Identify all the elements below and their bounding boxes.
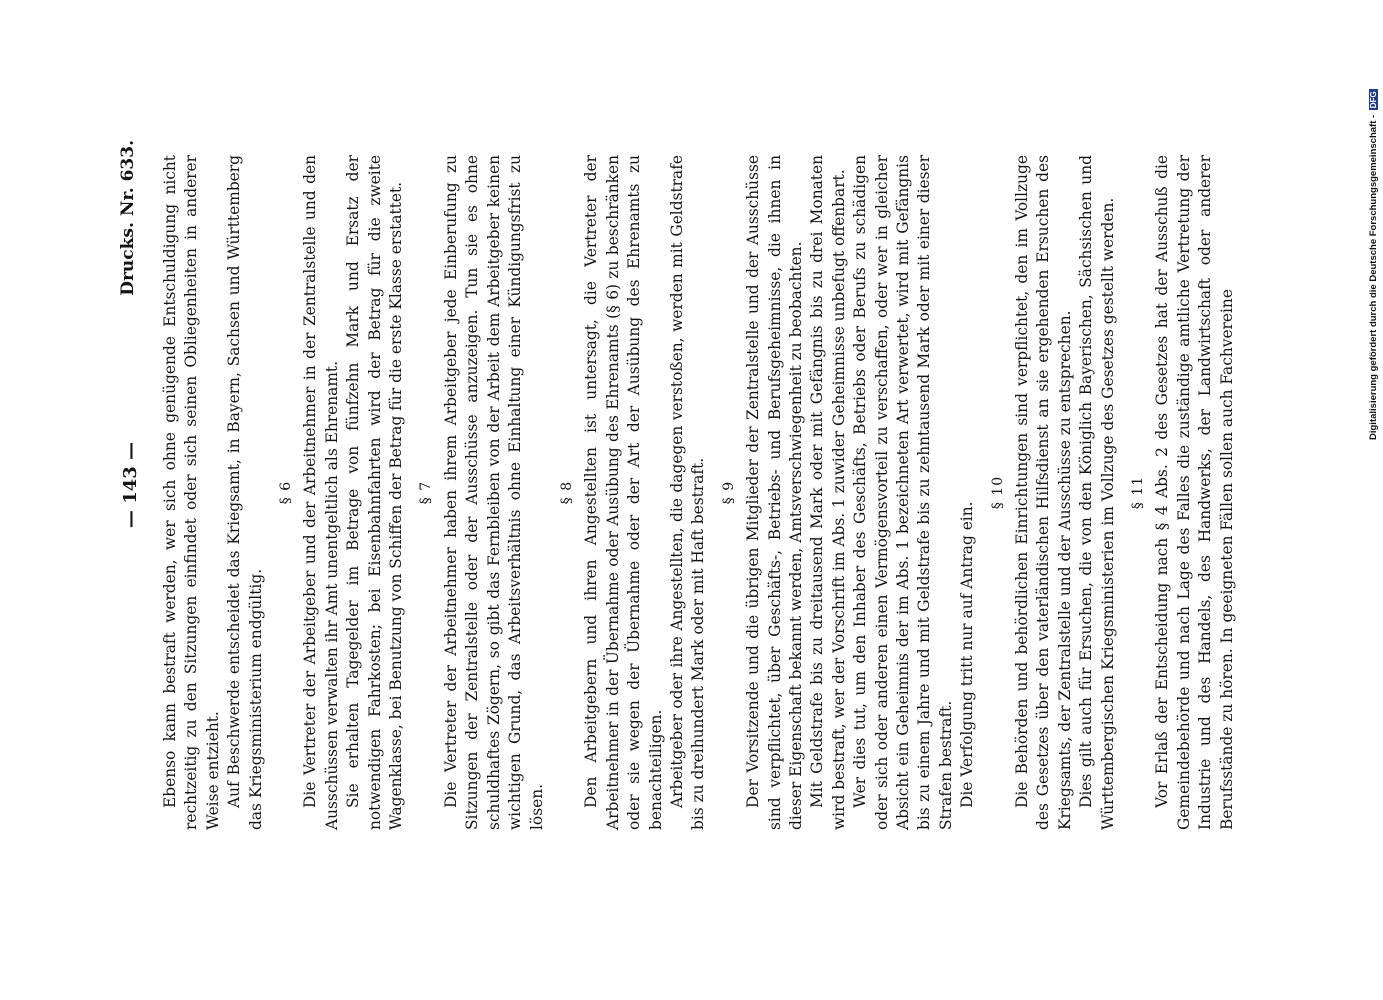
body-paragraph: Die Vertreter der Arbeitgeber und der Arbeitnehmer in der Zentralstelle und den Ausschüssen verwalten ihr Amt unentgeltlich als Ehrenamt. xyxy=(301,155,341,830)
body-paragraph: Auf Beschwerde entscheidet das Kriegsamt, in Bayern, Sachsen und Württemberg das Kriegsministerium endgültig. xyxy=(225,155,265,830)
body-paragraph: Den Arbeitgebern und ihren Angestellten ist untersagt, die Vertreter der Arbeitnehmer in der Übernahme oder Ausübung des Ehrenamts (§ 6) zu beschränken oder sie wegen der Übernahme oder der Art der Ausübung des Ehrenamts zu benachteiligen. xyxy=(582,155,665,830)
body-paragraph: Ebenso kann bestraft werden, wer sich ohne genügende Entschuldigung nicht rechtzeitig zu den Sitzungen einfindet oder sich seinen Obliegenheiten in anderer Weise entzieht. xyxy=(161,155,222,830)
body-paragraph: Wer dies tut, um den Inhaber des Geschäfts, Betriebs oder Berufs zu schädigen oder sich oder anderen einen Vermögensvorteil zu verschaffen, oder wer in gleicher Absicht ein Geheimnis der im Abs. 1 bezeichneten Art verwertet, wird mit Gefängnis bis zu einem Jahre und mit Geldstrafe bis zu zehntausend Mark oder mit einer dieser Strafen bestraft. xyxy=(851,155,955,830)
body-paragraph: Vor Erlaß der Entscheidung nach § 4 Abs. 2 des Gesetzes hat der Ausschuß die Gemeindebehörde und nach Lage des Falles die zuständige amtliche Vertretung der Industrie und des Handels, des Handwerks, der Landwirtschaft oder anderer Berufsstände zu hören. In geeigneten Fällen sollen auch Fachvereine xyxy=(1153,155,1236,830)
body-paragraph: Dies gilt auch für Ersuchen, die von den Königlich Bayerischen, Sächsischen und Württembergischen Kriegsministerien im Vollzuge des Gesetzes gestellt werden. xyxy=(1077,155,1117,830)
body-paragraph: Die Behörden und behördlichen Einrichtungen sind verpflichtet, den im Vollzuge des Gesetzes über den vaterländischen Hilfsdienst an sie ergehenden Ersuchen des Kriegsamts, der Zentralstelle und der Ausschüsse zu entsprechen. xyxy=(1013,155,1074,830)
document-body xyxy=(160,155,1238,830)
body-paragraph: Die Verfolgung tritt nur auf Antrag ein. xyxy=(958,501,977,808)
body-paragraph: Mit Geldstrafe bis zu dreitausend Mark oder mit Gefängnis bis zu drei Monaten wird bestraft, wer der Vorschrift im Abs. 1 zuwider Geheimnisse unbefugt offenbart. xyxy=(808,155,848,830)
digitization-footer xyxy=(1368,0,1383,440)
dfg-logo: DFG xyxy=(1368,91,1378,109)
body-paragraph: Arbeitgeber oder ihre Angestellten, die dagegen verstoßen, werden mit Geldstrafe bis zu dreihundert Mark oder mit Haft bestraft. xyxy=(667,155,708,830)
body-paragraph: Die Vertreter der Arbeitnehmer haben ihrem Arbeitgeber jede Einberufung zu Sitzungen der Zentralstelle oder der Ausschüsse anzuzeigen. Tun sie es ohne schuldhaftes Zögern, so gibt das Fernbleiben von der Arbeit dem Arbeitgeber keinen wichtigen Grund, das Arbeitsverhältnis ohne Einhaltung einer Kündigungsfrist zu lösen. xyxy=(441,155,546,830)
body-paragraph: Der Vorsitzende und die übrigen Mitglieder der Zentralstelle und der Ausschüsse sind verpflichtet, über Geschäfts-, Betriebs- und Berufsgeheimnisse, die ihnen in dieser Eigenschaft bekannt werden, Amtsverschwiegenheit zu beobachten. xyxy=(744,155,805,830)
body-paragraph: Sie erhalten Tagegelder im Betrage von fünfzehn Mark und Ersatz der notwendigen Fahrkosten; bei Eisenbahnfahrten wird der Betrag für die zweite Wagenklasse, bei Benutzung von Schiffen der Betrag für die erste Klasse erstattet. xyxy=(344,155,406,830)
section-heading: § 10 xyxy=(989,475,1006,510)
section-heading: § 9 xyxy=(720,480,737,505)
section-heading: § 8 xyxy=(558,480,575,505)
section-heading: § 11 xyxy=(1130,475,1147,510)
page-number: — 143 — xyxy=(120,441,141,529)
page-header xyxy=(118,140,148,830)
section-heading: § 7 xyxy=(418,480,435,505)
druck-number: Drucks. Nr. 633. xyxy=(118,140,138,296)
footer-credit: Digitalisierung gefördert durch die Deutsche Forschungsgemeinschaft - xyxy=(1368,114,1379,440)
section-heading: § 6 xyxy=(278,480,295,505)
